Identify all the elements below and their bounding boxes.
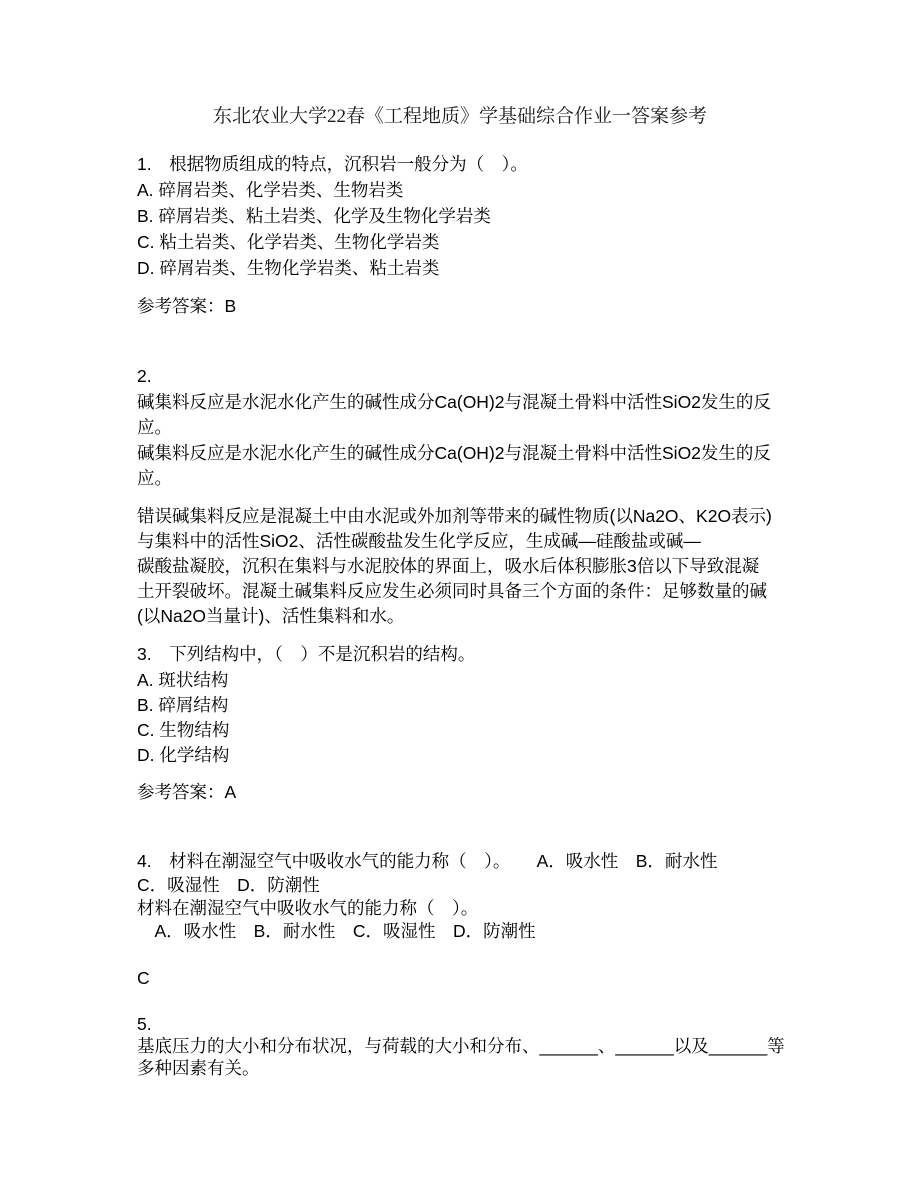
q4-line-1: 4. 材料在潮湿空气中吸收水气的能力称（ ）。 A．吸水性 B．耐水性 [137, 851, 718, 871]
q2-explanation-line-4: 土开裂破坏。混凝土碱集料反应发生必须同时具备三个方面的条件：足够数量的碱 [137, 581, 767, 601]
q3-option-c: C. 生物结构 [137, 720, 230, 740]
q2-explanation-line-5: (以Na2O当量计)、活性集料和水。 [137, 606, 405, 626]
q2-explanation-line-1: 错误碱集料反应是混凝土中由水泥或外加剂等带来的碱性物质(以Na2O、K2O表示) [137, 506, 772, 526]
q2-statement-line-3: 碱集料反应是水泥水化产生的碱性成分Ca(OH)2与混凝土骨料中活性SiO2发生的反 [137, 443, 771, 463]
q5-stem-line-2: 多种因素有关。 [137, 1058, 260, 1078]
q3-stem: 3. 下列结构中，（ ）不是沉积岩的结构。 [137, 644, 476, 664]
q4-line-2: C．吸湿性 D．防潮性 [137, 875, 320, 895]
q2-statement-line-2: 应。 [137, 417, 172, 437]
q3-option-a: A. 斑状结构 [137, 670, 229, 690]
document-title: 东北农业大学22春《工程地质》学基础综合作业一答案参考 [212, 106, 707, 127]
q2-statement-line-4: 应。 [137, 468, 172, 488]
q1-option-d: D. 碎屑岩类、生物化学岩类、粘土岩类 [137, 258, 440, 278]
q1-option-b: B. 碎屑岩类、粘土岩类、化学及生物化学岩类 [137, 206, 491, 226]
q1-stem: 1. 根据物质组成的特点，沉积岩一般分为（ ）。 [137, 154, 528, 174]
q5-number: 5. [137, 1014, 152, 1034]
q4-line-3: 材料在潮湿空气中吸收水气的能力称（ ）。 [137, 898, 479, 918]
q3-answer: 参考答案：A [137, 782, 237, 802]
q1-option-a: A. 碎屑岩类、化学岩类、生物岩类 [137, 180, 404, 200]
q2-statement-line-1: 碱集料反应是水泥水化产生的碱性成分Ca(OH)2与混凝土骨料中活性SiO2发生的反 [137, 392, 771, 412]
q1-answer: 参考答案：B [137, 296, 237, 316]
q2-number: 2. [137, 366, 152, 386]
q4-answer: C [137, 968, 150, 988]
q3-option-d: D. 化学结构 [137, 745, 230, 765]
q4-line-4: A．吸水性 B．耐水性 C．吸湿性 D．防潮性 [137, 921, 536, 941]
q2-explanation-line-3: 碳酸盐凝胶，沉积在集料与水泥胶体的界面上，吸水后体积膨胀3倍以下导致混凝 [137, 556, 760, 576]
q3-option-b: B. 碎屑结构 [137, 695, 229, 715]
q5-stem-line-1: 基底压力的大小和分布状况，与荷载的大小和分布、______、______以及______等 [137, 1036, 785, 1056]
q1-option-c: C. 粘土岩类、化学岩类、生物化学岩类 [137, 232, 440, 252]
q2-explanation-line-2: 与集料中的活性SiO2、活性碳酸盐发生化学反应，生成碱—硅酸盐或碱— [137, 531, 701, 551]
